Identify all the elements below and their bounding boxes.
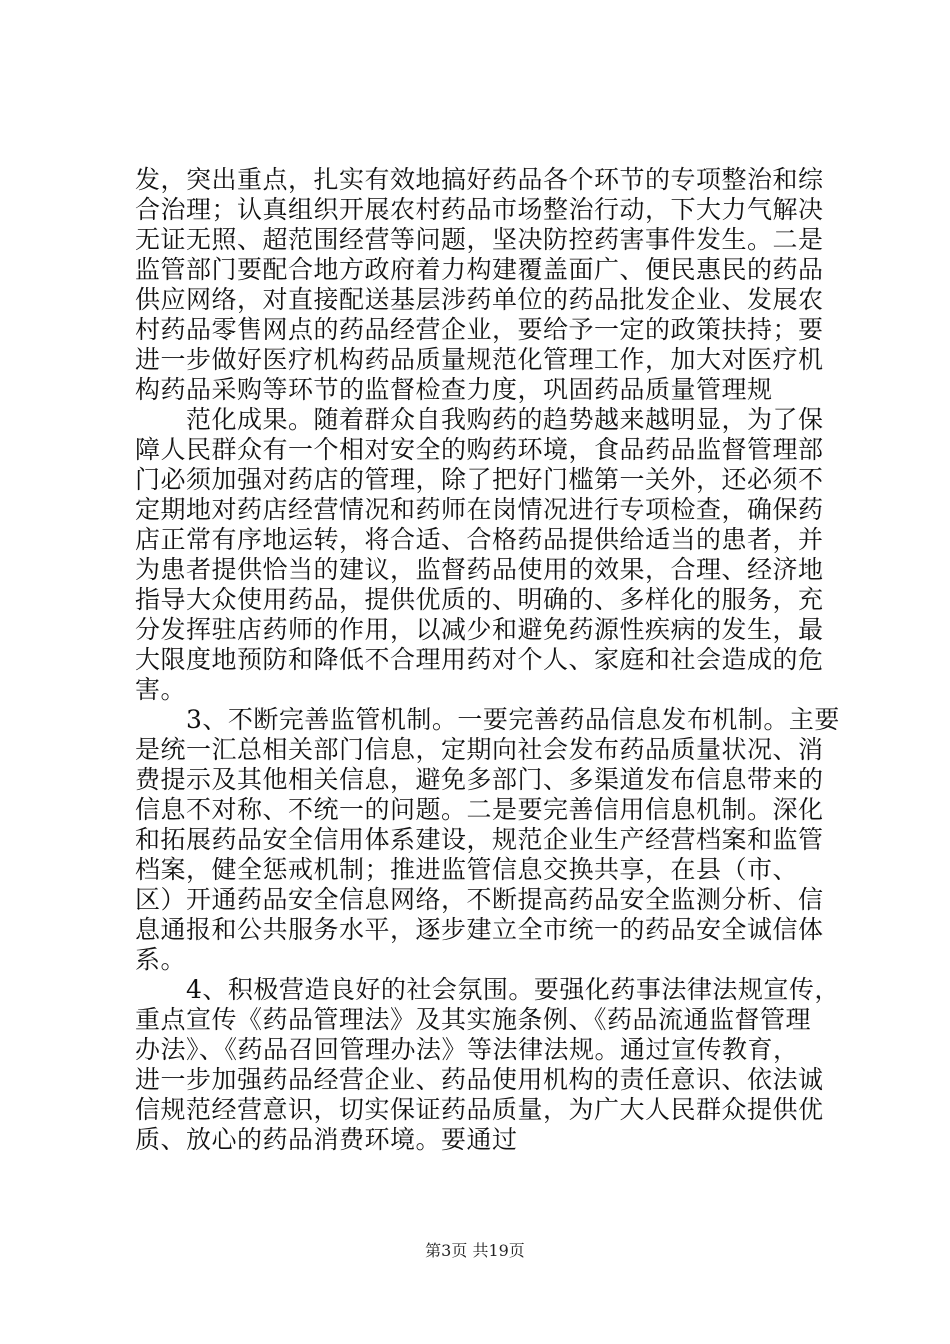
text-line: 店正常有序地运转，将合适、合格药品提供给适当的患者，并 (135, 525, 824, 554)
text-line: 发，突出重点，扎实有效地搞好药品各个环节的专项整治和综 (135, 165, 824, 194)
text-line: 费提示及其他相关信息，避免多部门、多渠道发布信息带来的 (135, 765, 824, 794)
text-line: 3、不断完善监管机制。一要完善药品信息发布机制。主要 (135, 705, 840, 734)
text-line: 分发挥驻店药师的作用，以减少和避免药源性疾病的发生，最 (135, 615, 824, 644)
text-line: 和拓展药品安全信用体系建设，规范企业生产经营档案和监管 (135, 825, 824, 854)
text-line: 合治理；认真组织开展农村药品市场整治行动，下大力气解决 (135, 195, 824, 224)
text-line: 定期地对药店经营情况和药师在岗情况进行专项检查，确保药 (135, 495, 824, 524)
text-line: 是统一汇总相关部门信息，定期向社会发布药品质量状况、消 (135, 735, 824, 764)
text-line: 指导大众使用药品，提供优质的、明确的、多样化的服务，充 (135, 585, 824, 614)
text-line: 害。 (135, 675, 187, 704)
text-line: 息通报和公共服务水平，逐步建立全市统一的药品安全诚信体 (135, 915, 824, 944)
text-line: 范化成果。随着群众自我购药的趋势越来越明显，为了保 (135, 405, 824, 434)
text-line: 大限度地预防和降低不合理用药对个人、家庭和社会造成的危 (135, 645, 824, 674)
text-line: 4、积极营造良好的社会氛围。要强化药事法律法规宣传， (135, 975, 840, 1004)
text-line: 监管部门要配合地方政府着力构建覆盖面广、便民惠民的药品 (135, 255, 824, 284)
text-line: 无证无照、超范围经营等问题，坚决防控药害事件发生。二是 (135, 225, 824, 254)
text-line: 办法》、《药品召回管理办法》等法律法规。通过宣传教育， (135, 1035, 799, 1064)
text-line: 区）开通药品安全信息网络，不断提高药品安全监测分析、信 (135, 885, 824, 914)
text-line: 供应网络，对直接配送基层涉药单位的药品批发企业、发展农 (135, 285, 824, 314)
text-line: 障人民群众有一个相对安全的购药环境，食品药品监督管理部 (135, 435, 824, 464)
text-line: 村药品零售网点的药品经营企业，要给予一定的政策扶持；要 (135, 315, 824, 344)
text-line: 门必须加强对药店的管理，除了把好门槛第一关外，还必须不 (135, 465, 824, 494)
text-line: 为患者提供恰当的建议，监督药品使用的效果，合理、经济地 (135, 555, 824, 584)
body-text (135, 165, 840, 1155)
text-line: 进一步加强药品经营企业、药品使用机构的责任意识、依法诚 (135, 1065, 824, 1094)
text-line: 进一步做好医疗机构药品质量规范化管理工作，加大对医疗机 (135, 345, 824, 374)
page-footer: 第3页 共19页 (425, 1241, 525, 1260)
text-line: 重点宣传《药品管理法》及其实施条例、《药品流通监督管理 (135, 1005, 812, 1034)
text-line: 质、放心的药品消费环境。要通过 (135, 1125, 518, 1154)
text-line: 档案，健全惩戒机制；推进监管信息交换共享，在县（市、 (135, 855, 799, 884)
text-line: 信规范经营意识，切实保证药品质量，为广大人民群众提供优 (135, 1095, 824, 1124)
text-line: 系。 (135, 945, 187, 974)
text-line: 信息不对称、不统一的问题。二是要完善信用信息机制。深化 (135, 795, 824, 824)
text-line: 构药品采购等环节的监督检查力度，巩固药品质量管理规 (135, 375, 773, 404)
